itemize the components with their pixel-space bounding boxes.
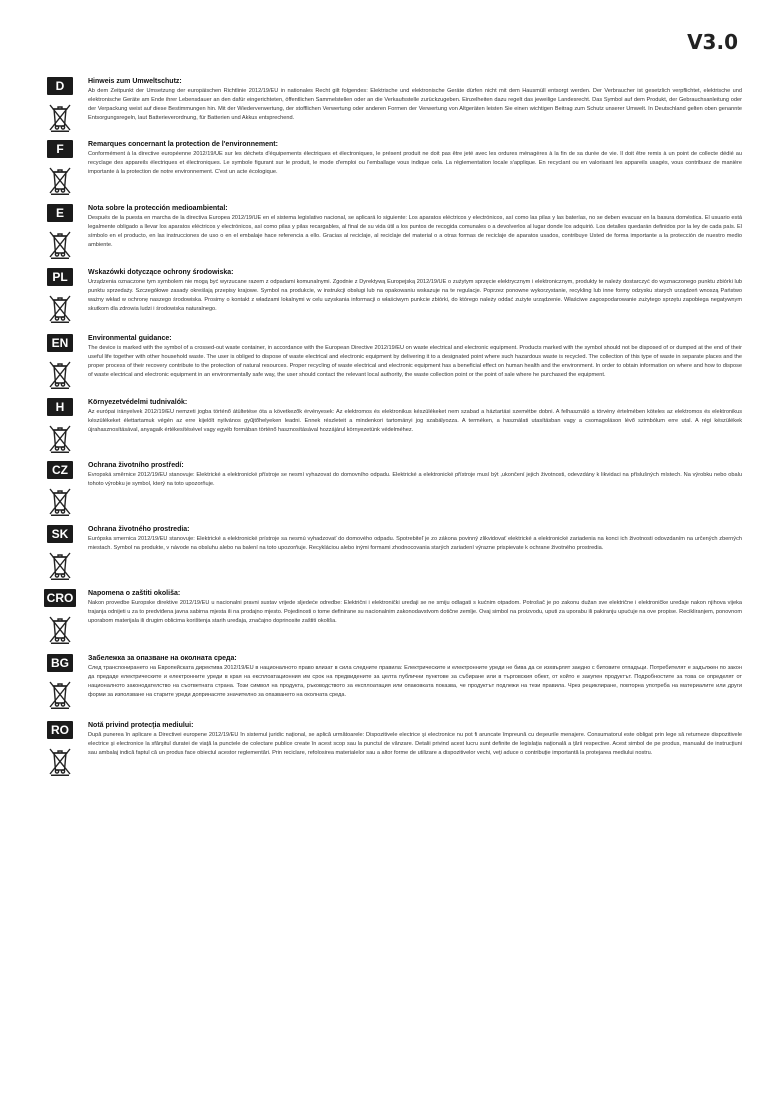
section-marker (42, 398, 78, 453)
section-text: După punerea în aplicare a Directivei europene 2012/19/EU în sistemul juridic naţional, se aplică următoarele: Dispozitivele electrice şi electronice nu pot fi aruncate împreună cu deşeurile menajere. Consumatorul este obligat prin lege să returneze dispozitivele electrice şi electronice la sfârşitul duratei de viaţă la punctele de colectare publice create în acest scop sau la punctul de vânzare. Detalii privind acest lucru sunt definite de legislaţia naţională a ţării respective. Acest simbol de pe produs, manualul de instrucţiuni sau ambalaj indică faptul că un produs face obiectul acestor reglementări. Prin reciclare, refolosirea materialelor sau a altor forme de utilizare a dispozitivelor vechi, veţi aduce o contribuţie importantă la protejarea mediului nostru. (88, 732, 742, 756)
crossed-bin-icon (47, 291, 73, 323)
section-title: Environmental guidance: (88, 335, 172, 342)
section-marker (42, 721, 78, 776)
version-label: V3.0 (687, 30, 738, 54)
section-text: Después de la puesta en marcha de la directiva Europea 2012/19/UE en el sistema legislativo nacional, se aplicará lo siguiente: Los aparatos eléctricos y electrónicos, así como las pilas y las baterías, no se deben evacuar en la basura doméstica. El usuario está legalmente obligado a llevar los aparatos eléctricos y electrónicos, así como pilas y pilas recargables, al final de su vida útil a los puntos de recogida comunales o a devolverlos al lugar donde los adquirió. Los detalles quedarán definidos por la ley de cada país. El símbolo en el producto, en las instrucciones de uso o en el embalaje hace referencia a ello. Gracias al reciclaje, al reciclaje del material o a otras formas de reciclaje de aparatos usados, contribuye Usted de forma importante a la protección de nuestro medio ambiente. (88, 215, 742, 248)
section-body (88, 461, 742, 489)
language-badge: CZ (47, 461, 73, 479)
language-badge: PL (47, 268, 73, 286)
crossed-bin-icon (47, 100, 73, 132)
section-text: След транспонирането на Европейската директива 2012/19/EU в националното право влизат в сила следните правила: Електрическите и електронните уреди не бива да се изхвърлят заедно с битовите отпадъци. Потребителят е задължен по закон да предаде електрическите и електронните уреди в края на експлоатационния им срок на предвидените за целта публични пунктове за събиране или в търговския обект, от който е закупен продуктът. Подробностите за това се определят от националното законодателство на съответната страна. Този символ на продукта, ръководството за експлоатация или опаковката показва, че продуктът подлежи на тези правила. Чрез рециклиране, повторна употреба на материалите или други форми за използване на старите уреди допринасяте значително за опазването на околната среда. (88, 665, 742, 698)
section-text: Az európai irányelvek 2012/19/EU nemzeti jogba történő átültetése óta a következők érvényesek: Az elektromos és elektronikus készülékeket nem szabad a háztartási szemétbe dobni. A felhasználó a törvény értelmében köteles az elektromos és elektronikus készülékeket élettartamuk végén az erre kijelölt nyilvános gyűjtőhelyeken leadni. Ennek részleteit a mindenkori tartományi jog szabályozza. A terméken, a használati utasításban vagy a csomagoláson lévő szimbólum erre utal. A régi készülékek újrahasznosításával, anyagaik értékesítésével vagy egyéb formában történő hasznosításával hozzájárul környezetünk védelméhez. (88, 409, 742, 433)
section-text: Evropská směrnice 2012/19/EU stanovuje: Elektrické a elektronické přístroje se nesmí vyhazovat do domovního odpadu. Elektrické a elektronické přístroje musí být ,ukončení jejich životnosti, odevzdány k likvidaci na příslušných místech. Na výrobku nebo obalu tohoto výrobku je symbol, který na toto upozorňuje. (88, 472, 742, 487)
section-text: Európska smernica 2012/19/EU stanovuje: Elektrické a elektronické prístroje sa nesmú vyhadzovať do domového odpadu. Spotrebiteľ je zo zákona povinný zlikvidovať elektrické a elektronické zariadenia na konci ich životnosti odovzdaním na určených zberných miestach. Symbol na produkte, v návode na obsluhu alebo na balení na toto upozorňuje. Recykláciou alebo inými formami zhodnocovania starých zariadení výrazne prispievate k ochrane životného prostredia. (88, 536, 742, 551)
section-ro (42, 721, 742, 776)
crossed-bin-icon (47, 612, 73, 644)
crossed-bin-icon (47, 357, 73, 389)
section-body (88, 204, 742, 250)
section-marker (42, 461, 78, 516)
language-badge: E (47, 204, 73, 222)
section-marker (42, 140, 78, 195)
section-title: Nota sobre la protección medioambiental: (88, 205, 228, 212)
section-marker (42, 525, 78, 580)
section-body (88, 268, 742, 314)
section-marker (42, 654, 78, 709)
crossed-bin-icon (47, 421, 73, 453)
language-badge: F (47, 140, 73, 158)
section-e (42, 204, 742, 259)
section-pl (42, 268, 742, 323)
language-badge: EN (47, 334, 73, 352)
section-body (88, 654, 742, 700)
language-badge: BG (47, 654, 73, 672)
section-title: Wskazówki dotyczące ochrony środowiska: (88, 269, 234, 276)
section-title: Remarques concernant la protection de l'environnement: (88, 141, 278, 148)
section-title: Ochrana životného prostredia: (88, 526, 190, 533)
section-body (88, 525, 742, 553)
section-d (42, 77, 742, 132)
section-body (88, 77, 742, 123)
crossed-bin-icon (47, 163, 73, 195)
section-marker (42, 268, 78, 323)
section-body (88, 334, 742, 380)
crossed-bin-icon (47, 227, 73, 259)
section-title: Забележка за опазване на околната среда: (88, 655, 237, 662)
language-badge: D (47, 77, 73, 95)
section-marker (42, 204, 78, 259)
section-cz (42, 461, 742, 516)
language-badge: SK (47, 525, 73, 543)
section-marker (42, 589, 78, 644)
crossed-bin-icon (47, 484, 73, 516)
section-bg (42, 654, 742, 709)
section-title: Ochrana životního prostředí: (88, 462, 184, 469)
section-title: Hinweis zum Umweltschutz: (88, 78, 182, 85)
section-text: Conformément à la directive européenne 2012/19/UE sur les déchets d'équipements électriques et électroniques, le présent produit ne doit pas être jeté avec les ordures ménagères à la fin de sa durée de vie. Il doit être remis à un point de collecte dédié au recyclage des appareils électriques et électroniques. Le symbole figurant sur le produit, le mode d'emploi ou l'emballage vous indique cela. La réglementation locale s'applique. En recyclant ou en valorisant les appareils usagés, vous contribuez de manière importante à la protection de notre environnement. C'est un acte écologique. (88, 151, 742, 175)
section-text: Urządzenia oznaczone tym symbolem nie mogą być wyrzucane razem z odpadami komunalnymi. Zgodnie z Dyrektywą Europejską 2012/19/UE o zużytym sprzęcie elektrycznym i elektronicznym, produkty te należy dostarczyć do wyznaczonego punktu zbiórki lub punktu sprzedaży. Szczegółowe zasady określają przepisy krajowe. Symbol na produkcie, w instrukcji obsługi lub na opakowaniu wskazuje na te regulacje. Poprzez ponowne wykorzystanie, recykling lub inne formy odzysku starych urządzeń wnoszą Państwo ważny wkład w ochronę naszego środowiska. Prosimy o kontakt z władzami lokalnymi w celu uzyskania informacji o właściwym punkcie zbiórki, do którego należy oddać zużyte urządzenie. Właściwe zagospodarowanie zużytego sprzętu zapobiega negatywnym skutkom dla zdrowia ludzi i środowiska naturalnego. (88, 279, 742, 312)
crossed-bin-icon (47, 744, 73, 776)
section-cro (42, 589, 742, 644)
section-marker (42, 334, 78, 389)
section-marker (42, 77, 78, 132)
section-text: Nakon provedbe Europske direktive 2012/19/EU u nacionalni pravni sustav vrijede sljedeće odredbe: Električni i elektronički uređaji se ne smiju odlagati s kućnim otpadom. Potrošač je po zakonu dužan sve električne i elektroničke uređaje nakon njihova vijeka trajanja odnijeti u za to predviđena javna sabirna mjesta ili na prodajno mjesto. Pojedinosti o tome definirane su nacionalnim zakonodavstvom dotične zemlje. Ovaj simbol na proizvodu, uputi za uporabu ili pakiranju upućuje na ove propise. Recikliranjem, ponovnom uporabom materijala ili drugim oblicima korištenja starih uređaja, značajno doprinosite zaštiti okoliša. (88, 600, 742, 624)
section-en (42, 334, 742, 389)
section-body (88, 589, 742, 626)
section-text: Ab dem Zeitpunkt der Umsetzung der europäischen Richtlinie 2012/19/EU in nationales Recht gilt folgendes: Elektrische und elektronische Geräte dürfen nicht mit dem Hausmüll entsorgt werden. Der Verbraucher ist gesetzlich verpflichtet, elektrische und elektronische Geräte am Ende ihrer Lebensdauer an den dafür eingerichteten, öffentlichen Sammelstellen oder an die Verkaufsstelle zurückzugeben. Einzelheiten dazu regelt das jeweilige Landesrecht. Das Symbol auf dem Produkt, der Gebrauchsanleitung oder der Verpackung weist auf diese Bestimmungen hin. Mit der Wiederverwertung, der stofflichen Verwertung oder anderen Formen der Verwertung von Altgeräten leisten Sie einen wichtigen Beitrag zum Schutz unserer Umwelt. In Deutschland gelten oben genannte Entsorgungsregeln, laut Batterieverordnung, für Batterien und Akkus entsprechend. (88, 88, 742, 121)
section-h (42, 398, 742, 453)
section-title: Napomena o zaštiti okoliša: (88, 590, 181, 597)
section-body (88, 398, 742, 435)
section-title: Notă privind protecţia mediului: (88, 722, 194, 729)
section-sk (42, 525, 742, 580)
section-body (88, 140, 742, 177)
section-body (88, 721, 742, 758)
language-badge: CRO (44, 589, 77, 607)
section-text: The device is marked with the symbol of a crossed-out waste container, in accordance with the European Directive 2012/19/EU on waste electrical and electronic equipment. Products marked with the symbol should not be disposed of or dumped at the end of their useful life together with other household waste. The user is obliged to dispose of waste electrical and electronic equipment by delivering it to a designated point where such hazardous waste is recycled. The collection of this type of waste in separate places and the proper process of their recovery contribute to the protection of natural resources. Proper recycling of waste electrical and electronic equipment has a beneficial effect on human health and the environment. In order to obtain information on where and how to dispose of waste electrical and electronic equipment in an environmentally safe way, the user should contact the relevant local authority, the waste collection point or the point of sale where he purchased the equipment. (88, 345, 742, 378)
language-badge: H (47, 398, 73, 416)
crossed-bin-icon (47, 677, 73, 709)
section-f (42, 140, 742, 195)
language-badge: RO (47, 721, 73, 739)
crossed-bin-icon (47, 548, 73, 580)
section-title: Környezetvédelmi tudnivalók: (88, 399, 188, 406)
sections-list (42, 68, 742, 776)
